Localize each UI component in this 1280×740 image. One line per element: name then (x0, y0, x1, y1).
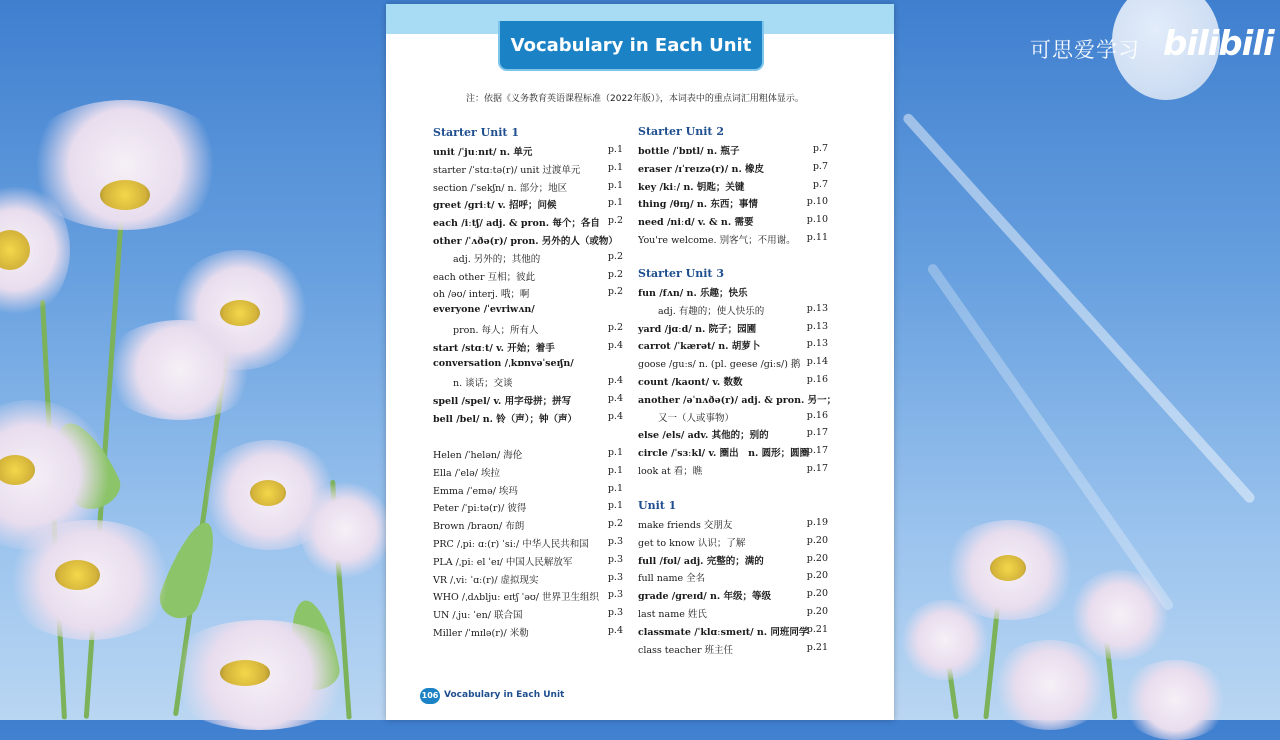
page-reference: p.1 (607, 500, 623, 512)
page-reference: p.3 (607, 589, 623, 601)
vocab-entry: n. 谈话；交谈 (453, 378, 513, 390)
vocab-entry: need /niːd/ v. & n. 需要 (638, 217, 754, 229)
page-reference: p.4 (607, 625, 623, 636)
vocab-entry: yard /jɑːd/ n. 院子；园圃 (638, 323, 757, 335)
page-reference: p.21 (806, 623, 828, 635)
page-reference: p.14 (806, 356, 828, 368)
vocab-entry: thing /θɪŋ/ n. 东西；事情 (638, 199, 758, 211)
vocab-entry: Helen /ˈhelən/ 海伦 (433, 450, 523, 461)
unit-heading: Starter Unit 3 (638, 267, 724, 280)
page-title: Vocabulary in Each Unit (510, 35, 752, 56)
page-reference: p.17 (806, 427, 828, 439)
vocab-entry: goose /ɡuːs/ n. (pl. geese /ɡiːs/) 鹅 (638, 359, 801, 371)
vocab-entry: fun /fʌn/ n. 乐趣；快乐 (638, 288, 748, 299)
page-reference: p.1 (607, 447, 623, 458)
vocab-entry: each other 互相；彼此 (433, 271, 536, 283)
page-reference: p.7 (812, 143, 828, 154)
vocab-entry: 又一（人或事物） (658, 412, 735, 424)
page-reference: p.13 (806, 302, 828, 314)
vocab-entry: oh /əʊ/ interj. 哦；啊 (433, 289, 530, 301)
page-reference: p.10 (806, 214, 828, 226)
page-reference: p.1 (607, 144, 623, 155)
vocab-entry: greet /ɡriːt/ v. 招呼；问候 (433, 200, 557, 212)
page-reference: p.7 (812, 178, 828, 190)
page-reference: p.1 (607, 161, 623, 173)
unit-heading: Starter Unit 2 (638, 125, 724, 138)
page-note: 注：依据《义务教育英语课程标准（2022年版）》，本词表中的重点词汇用粗体显示。 (466, 94, 804, 104)
page-reference: p.17 (806, 463, 828, 474)
vocab-entry: WHO /ˌdʌbljuː eɪtʃ ˈəʊ/ 世界卫生组织 (433, 592, 599, 604)
page-reference: p.3 (607, 571, 623, 583)
page-reference: p.7 (812, 160, 828, 172)
footer-text: Vocabulary in Each Unit (444, 690, 565, 700)
vocab-entry: bottle /ˈbɒtl/ n. 瓶子 (638, 146, 740, 157)
watermark-text: 可思爱学习 (1030, 38, 1140, 62)
page-reference: p.16 (806, 374, 828, 385)
vocab-entry: starter /ˈstɑːtə(r)/ unit 过渡单元 (433, 164, 581, 176)
vocab-entry: class teacher 班主任 (638, 644, 734, 656)
page-reference: p.20 (806, 570, 828, 582)
page-reference: p.10 (806, 196, 828, 208)
vocab-entry: section /ˈsekʃn/ n. 部分；地区 (433, 182, 568, 194)
page-reference: p.3 (607, 553, 623, 565)
vocab-entry: eraser /ɪˈreɪzə(r)/ n. 橡皮 (638, 163, 765, 175)
vocab-entry: PLA /ˌpiː el ˈeɪ/ 中国人民解放军 (433, 556, 573, 568)
vocab-entry: last name 姓氏 (638, 609, 707, 620)
page-reference: p.20 (806, 606, 828, 617)
vocab-entry: unit /ˈjuːnɪt/ n. 单元 (433, 147, 533, 158)
page-reference: p.1 (607, 464, 623, 476)
page-number: 106 (420, 688, 440, 704)
bilibili-logo: bilibili (1163, 24, 1274, 64)
vocab-entry: count /kaʊnt/ v. 数数 (638, 377, 743, 388)
page-reference: p.4 (607, 393, 623, 405)
vocab-entry: make friends 交朋友 (638, 520, 733, 531)
vocab-entry: pron. 每人；所有人 (453, 325, 539, 336)
page-reference: p.13 (806, 320, 828, 332)
vocab-entry: full /fʊl/ adj. 完整的；满的 (638, 555, 764, 567)
vocab-entry: Ella /ˈelə/ 埃拉 (433, 467, 501, 479)
vocab-entry: full name 全名 (638, 573, 706, 585)
vocab-entry: UN /ˌjuː ˈen/ 联合国 (433, 610, 523, 622)
vocab-entry: key /kiː/ n. 钥匙；关键 (638, 181, 745, 193)
page-reference: p.13 (806, 338, 828, 350)
page-reference: p.4 (607, 411, 623, 422)
page-reference: p.20 (806, 552, 828, 564)
vocab-entry: adj. 另外的；其他的 (453, 253, 541, 265)
page-reference: p.20 (806, 588, 828, 600)
page-reference: p.1 (607, 482, 623, 494)
vocab-entry: bell /bel/ n. 铃（声）；钟（声） (433, 414, 578, 425)
vocab-entry: VR /ˌviː ˈɑː(r)/ 虚拟现实 (433, 574, 539, 586)
vocab-entry: classmate /ˈklɑːsmeɪt/ n. 同班同学 (638, 626, 809, 638)
page-reference: p.3 (607, 536, 623, 547)
vocab-entry: each /iːtʃ/ adj. & pron. 每个；各自 (433, 218, 600, 230)
vocab-entry: spell /spel/ v. 用字母拼；拼写 (433, 396, 572, 408)
page-reference: p.2 (607, 518, 623, 530)
vocab-entry: other /ˈʌðə(r)/ pron. 另外的人（或物） (433, 236, 618, 247)
vocab-entry: circle /ˈsɜːkl/ v. 圈出 n. 圆形；圆圈 (638, 448, 810, 460)
vocab-entry: look at 看；瞧 (638, 466, 703, 477)
page-reference: p.2 (607, 215, 623, 227)
page-reference: p.11 (806, 232, 828, 243)
page-reference: p.2 (607, 250, 623, 262)
vocab-entry: Brown /braʊn/ 布朗 (433, 521, 525, 533)
vocab-entry: start /stɑːt/ v. 开始；着手 (433, 342, 555, 354)
title-tab (498, 21, 764, 71)
book-page (386, 4, 894, 720)
page-reference: p.20 (806, 534, 828, 546)
page-reference: p.19 (806, 517, 828, 528)
vocab-entry: adj. 有趣的；使人快乐的 (658, 305, 765, 317)
page-reference: p.2 (607, 322, 623, 333)
page-reference: p.16 (806, 409, 828, 421)
vocab-entry: Miller /ˈmɪlə(r)/ 米勒 (433, 628, 529, 639)
vocab-entry: Peter /ˈpiːtə(r)/ 彼得 (433, 503, 527, 515)
vocab-entry: another /əˈnʌðə(r)/ adj. & pron. 另一； (638, 394, 837, 406)
page-reference: p.21 (806, 641, 828, 653)
page-reference: p.17 (806, 445, 828, 457)
vocab-entry: else /els/ adv. 其他的；别的 (638, 430, 769, 442)
vocab-entry: grade /ɡreɪd/ n. 年级；等级 (638, 591, 772, 603)
page-reference: p.4 (607, 375, 623, 387)
page-reference: p.3 (607, 607, 623, 619)
vocab-entry: everyone /ˈevriwʌn/ (433, 304, 535, 316)
unit-heading: Starter Unit 1 (433, 126, 519, 139)
vocab-entry: You're welcome. 别客气；不用谢。 (638, 235, 796, 246)
vocab-entry: Emma /ˈemə/ 埃玛 (433, 485, 518, 497)
page-reference: p.1 (607, 179, 623, 191)
page-reference: p.1 (607, 197, 623, 209)
page-reference: p.4 (607, 339, 623, 351)
vocab-entry: PRC /ˌpiː ɑː(r) ˈsiː/ 中华人民共和国 (433, 539, 589, 550)
page-reference: p.2 (607, 268, 623, 280)
page-reference: p.2 (607, 286, 623, 298)
vocab-entry: conversation /ˌkɒnvəˈseɪʃn/ (433, 357, 574, 369)
unit-heading: Unit 1 (638, 499, 677, 512)
vocab-entry: carrot /ˈkærət/ n. 胡萝卜 (638, 341, 761, 353)
vocab-entry: get to know 认识；了解 (638, 537, 746, 549)
